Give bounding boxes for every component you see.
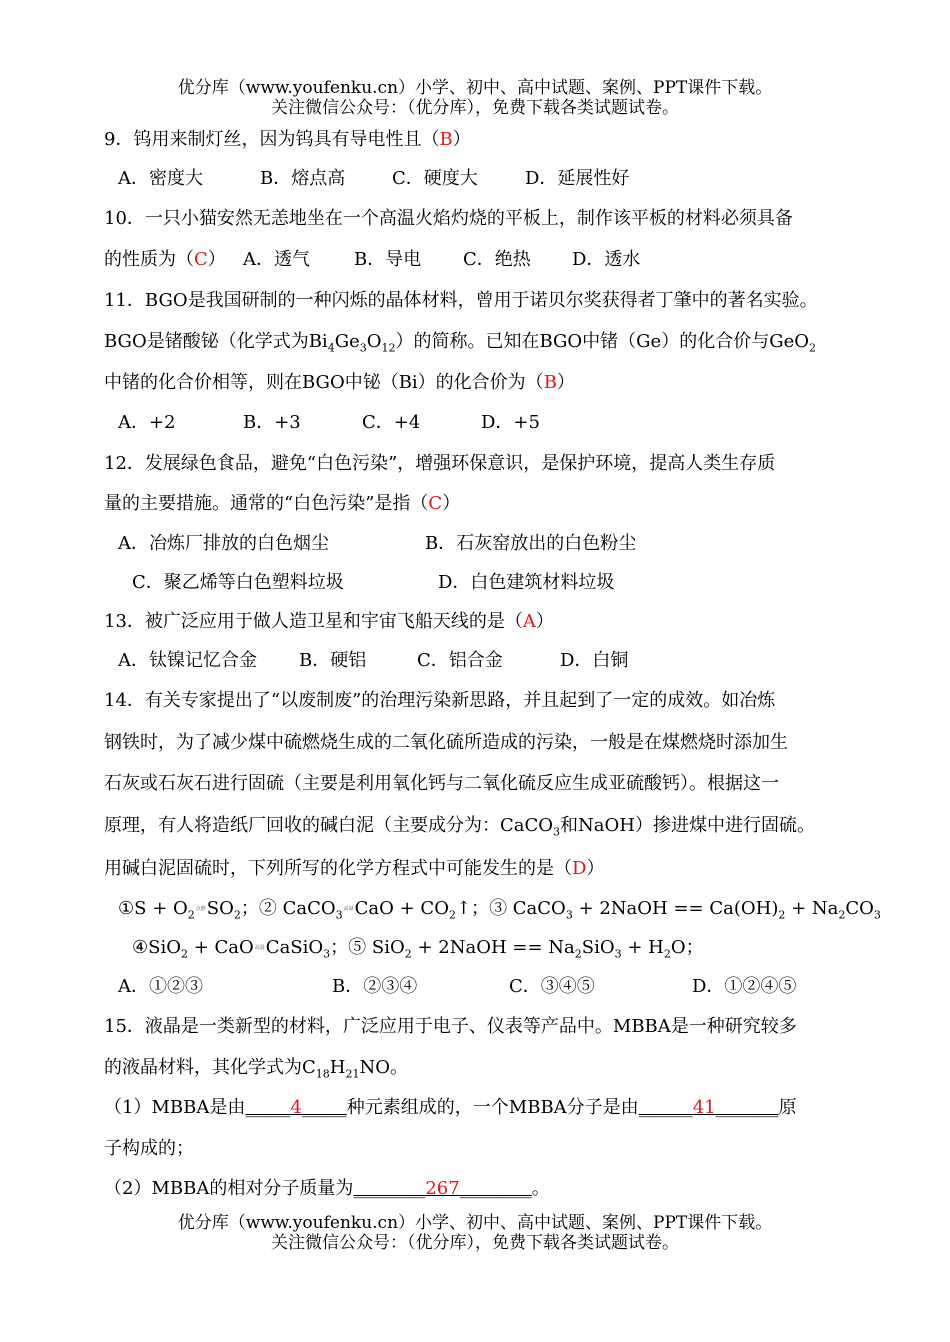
q10-line-1: 10．一只小猫安然无恙地坐在一个高温火焰灼烧的平板上，制作该平板的材料必须具备 xyxy=(104,208,793,229)
q12-option-c: C．聚乙烯等白色塑料垃圾 xyxy=(132,572,344,593)
q9-option-b: B．熔点高 xyxy=(260,168,346,189)
q13-option-d: D．白铜 xyxy=(560,650,629,671)
q13-option-b: B．硬铝 xyxy=(299,650,367,671)
q11-option-b: B．+3 xyxy=(243,412,301,433)
q14-option-c: C．③④⑤ xyxy=(509,976,595,997)
q12-line-1: 12．发展绿色食品，避免“白色污染”，增强环保意识，是保护环境，提高人类生存质 xyxy=(104,453,776,474)
q15-part-1: （1）MBBA是由_____4_____种元素组成的，一个MBBA分子是由______41_______原 xyxy=(104,1097,797,1118)
q15-blank-1: _____4_____ xyxy=(245,1097,347,1118)
q10-option-b: B．导电 xyxy=(354,249,422,270)
q14-equations-1: ①S + $O_2$点燃$SO_2$；② CaCO$_3$高温CaO + $CO_2↑$；③ CaCO$_3$ + 2NaOH == $Ca(OH)_2 + Na_2CO_3$ xyxy=(118,898,881,922)
q9-answer: B xyxy=(439,129,453,150)
header-line-2: 关注微信公众号：（优分库），免费下载各类试题试卷。 xyxy=(271,98,679,118)
q14-option-a: A．①②③ xyxy=(118,976,203,997)
q14-line-3: 石灰或石灰石进行固硫（主要是利用氧化钙与二氧化硫反应生成亚硫酸钙）。根据这一 xyxy=(104,773,779,794)
q15-answer-1: 4 xyxy=(290,1097,302,1118)
q14-option-d: D．①②④⑤ xyxy=(692,976,797,997)
q13-option-c: C．铝合金 xyxy=(417,650,503,671)
q14-line-1: 14．有关专家提出了“以废制废”的治理污染新思路，并且起到了一定的成效。如冶炼 xyxy=(104,690,776,711)
q11-answer: B xyxy=(543,372,557,393)
q15-part-1-cont: 子构成的； xyxy=(104,1138,194,1159)
q10-answer: C xyxy=(194,249,208,270)
q15-part-2: （2）MBBA的相对分子质量为________267________。 xyxy=(104,1178,550,1199)
q14-option-b: B．②③④ xyxy=(332,976,418,997)
footer-line-2: 关注微信公众号：（优分库），免费下载各类试题试卷。 xyxy=(271,1233,679,1253)
q9-option-a: A．密度大 xyxy=(118,168,203,189)
q11-line-1: 11．BGO是我国研制的一种闪烁的晶体材料，曾用于诺贝尔奖获得者丁肇中的著名实验。 xyxy=(104,290,818,311)
q10-line-2: 的性质为（C） xyxy=(104,249,226,270)
q9-option-c: C．硬度大 xyxy=(392,168,478,189)
q10-option-c: C．绝热 xyxy=(463,249,531,270)
q13-answer: A xyxy=(522,611,536,632)
q15-answer-3: 267 xyxy=(425,1178,460,1199)
q15-line-1: 15．液晶是一类新型的材料，广泛应用于电子、仪表等产品中。MBBA是一种研究较多 xyxy=(104,1016,797,1037)
q9-stem: 9．钨用来制灯丝，因为钨具有导电性且（B） xyxy=(104,129,471,150)
q12-option-b: B．石灰窑放出的白色粉尘 xyxy=(425,533,637,554)
q11-option-a: A．+2 xyxy=(118,412,176,433)
q12-option-d: D．白色建筑材料垃圾 xyxy=(438,572,615,593)
footer-line-1: 优分库（www.youfenku.cn）小学、初中、高中试题、案例、PPT课件下载。 xyxy=(177,1213,773,1233)
q11-line-2: BGO是锗酸铋（化学式为$Bi_4Ge_3O_{12}$）的简称。已知在BGO中锗（Ge）的化合价与GeO$_2$ xyxy=(104,331,816,355)
q11-option-d: D．+5 xyxy=(481,412,540,433)
q14-answer: D xyxy=(572,858,587,879)
q10-option-d: D．透水 xyxy=(572,249,641,270)
q13-stem: 13．被广泛应用于做人造卫星和宇宙飞船天线的是（A） xyxy=(104,611,554,632)
header-line-1: 优分库（www.youfenku.cn）小学、初中、高中试题、案例、PPT课件下载。 xyxy=(177,78,773,98)
q12-line-2: 量的主要措施。通常的“白色污染”是指（C） xyxy=(104,493,461,514)
q10-option-a: A．透气 xyxy=(243,249,310,270)
q14-equations-2: ④SiO$_2$ + CaO高温CaSiO$_3$；⑤ SiO$_2$ + 2NaOH == $Na_2SiO_3 + H_2O$； xyxy=(132,937,704,961)
q12-answer: C xyxy=(428,493,443,514)
q15-line-2: 的液晶材料，其化学式为$C_{18}H_{21}NO$。 xyxy=(104,1057,408,1081)
q12-option-a: A．冶炼厂排放的白色烟尘 xyxy=(118,533,329,554)
q9-option-d: D．延展性好 xyxy=(525,168,630,189)
q11-option-c: C．+4 xyxy=(362,412,421,433)
q13-option-a: A．钛镍记忆合金 xyxy=(118,650,257,671)
q11-line-3: 中锗的化合价相等，则在BGO中铋（Bi）的化合价为（B） xyxy=(104,372,575,393)
q14-line-5: 用碱白泥固硫时，下列所写的化学方程式中可能发生的是（D） xyxy=(104,858,605,879)
q14-line-2: 钢铁时，为了减少煤中硫燃烧生成的二氧化硫所造成的污染，一般是在煤燃烧时添加生 xyxy=(104,732,788,753)
q15-blank-2: ______41_______ xyxy=(638,1097,779,1118)
q14-line-4: 原理，有人将造纸厂回收的碱白泥（主要成分为：CaCO$_3$和NaOH）掺进煤中进行固硫。 xyxy=(104,815,815,839)
q15-answer-2: 41 xyxy=(692,1097,716,1118)
q15-blank-3: ________267________ xyxy=(353,1178,532,1199)
